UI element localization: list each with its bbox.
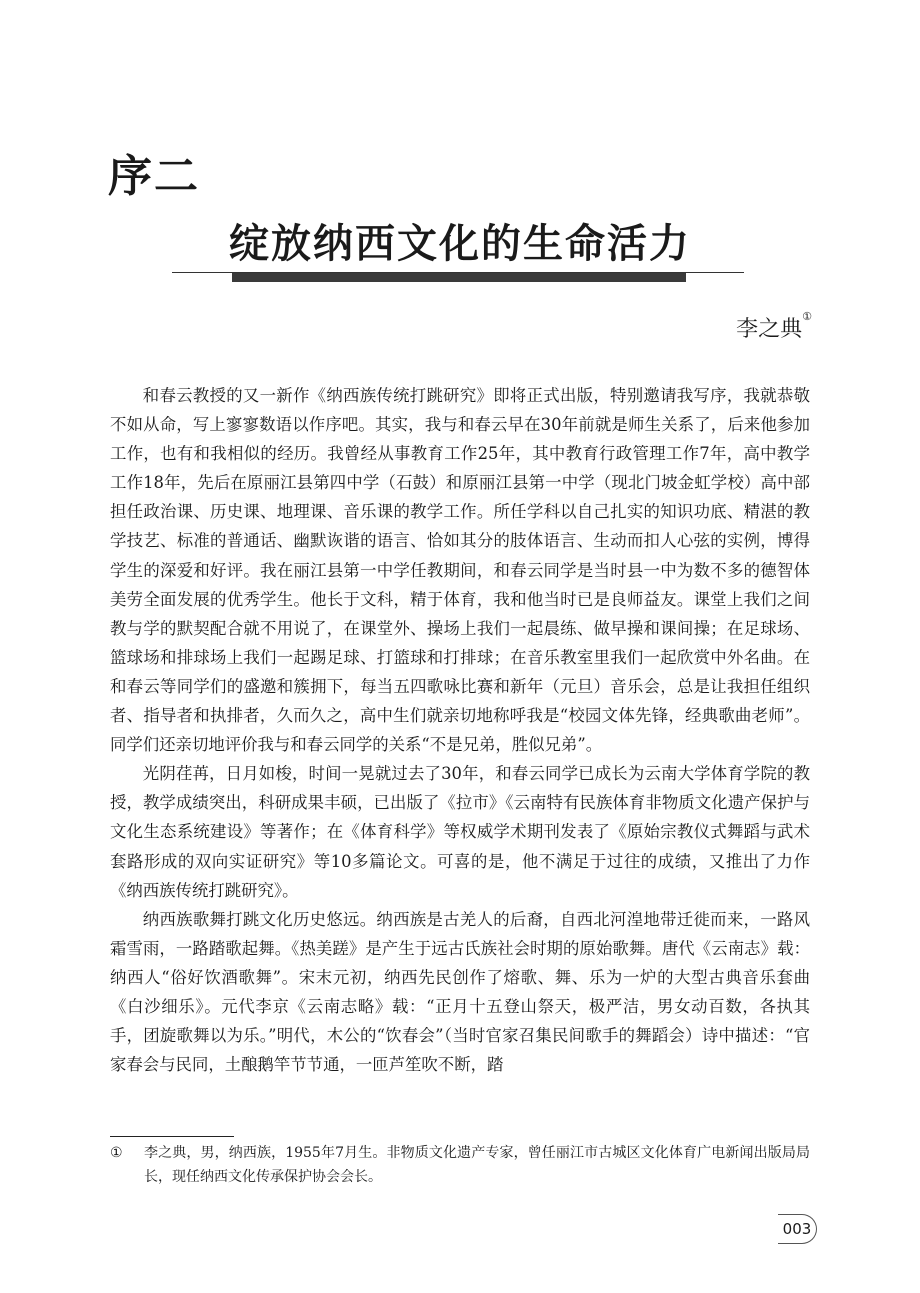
author-footnote-marker: ① <box>802 310 812 323</box>
footnote-marker: ① <box>110 1145 123 1161</box>
page-number: 003 <box>778 1214 817 1244</box>
author-line <box>736 312 812 343</box>
footnote <box>110 1141 810 1189</box>
paragraph: 光阴荏苒，日月如梭，时间一晃就过去了30年，和春云同学已成长为云南大学体育学院的教授，教学成绩突出，科研成果丰硕，已出版了《拉市》《云南特有民族体育非物质文化遗产保护与文化生态系统建设》等著作；在《体育科学》等权威学术期刊发表了《原始宗教仪式舞蹈与武术套路形成的双向实证研究》等10多篇论文。可喜的是，他不满足于过往的成绩，又推出了力作《纳西族传统打跳研究》。 <box>110 764 810 900</box>
paragraph: 和春云教授的又一新作《纳西族传统打跳研究》即将正式出版，特别邀请我写序，我就恭敬不如从命，写上寥寥数语以作序吧。其实，我与和春云早在30年前就是师生关系了，后来他参加工作，也有和我相似的经历。我曾经从事教育工作25年，其中教育行政管理工作7年，高中教学工作18年，先后在原丽江县第四中学（石鼓）和原丽江县第一中学（现北门坡金虹学校）高中部担任政治课、历史课、地理课、音乐课的教学工作。所任学科以自己扎实的知识功底、精湛的教学技艺、标准的普通话、幽默诙谐的语言、恰如其分的肢体语言、生动而扣人心弦的实例，博得学生的深爱和好评。我在丽江县第一中学任教期间，和春云同学是当时县一中为数不多的德智体美劳全面发展的优秀学生。他长于文科，精于体育，我和他当时已是良师益友。课堂上我们之间教与学的默契配合就不用说了，在课堂外、操场上我们一起晨练、做早操和课间操；在足球场、篮球场和排球场上我们一起踢足球、打篮球和打排球；在音乐教室里我们一起欣赏中外名曲。在和春云等同学们的盛邀和簇拥下，每当五四歌咏比赛和新年（元旦）音乐会，总是让我担任组织者、指导者和执排者，久而久之，高中生们就亲切地称呼我是“校园文体先锋，经典歌曲老师”。同学们还亲切地评价我与和春云同学的关系“不是兄弟，胜似兄弟”。 <box>110 386 810 755</box>
section-label: 序二 <box>108 151 200 202</box>
body-text <box>110 381 810 1079</box>
footnote-text: 李之典，男，纳西族，1955年7月生。非物质文化遗产专家，曾任丽江市古城区文化体育广电新闻出版局局长，现任纳西文化传承保护协会会长。 <box>144 1145 810 1185</box>
paragraph: 纳西族歌舞打跳文化历史悠远。纳西族是古羌人的后裔，自西北河湟地带迁徙而来，一路风霜雪雨，一路踏歌起舞。《热美蹉》是产生于远古氏族社会时期的原始歌舞。唐代《云南志》载：纳西人“俗好饮酒歌舞”。宋末元初，纳西先民创作了熔歌、舞、乐为一炉的大型古典音乐套曲《白沙细乐》。元代李京《云南志略》载：“正月十五登山祭天，极严洁，男女动百数，各执其手，团旋歌舞以为乐。”明代，木公的“饮春会”（当时官家召集民间歌手的舞蹈会）诗中描述：“官家春会与民同，土酿鹅竿节节通，一匝芦笙吹不断，踏 <box>110 909 810 1075</box>
author-name: 李之典 <box>736 317 803 342</box>
footnote-rule <box>110 1136 234 1137</box>
title-rule-thick <box>232 273 686 282</box>
page-title: 绽放纳西文化的生命活力 <box>229 221 691 267</box>
